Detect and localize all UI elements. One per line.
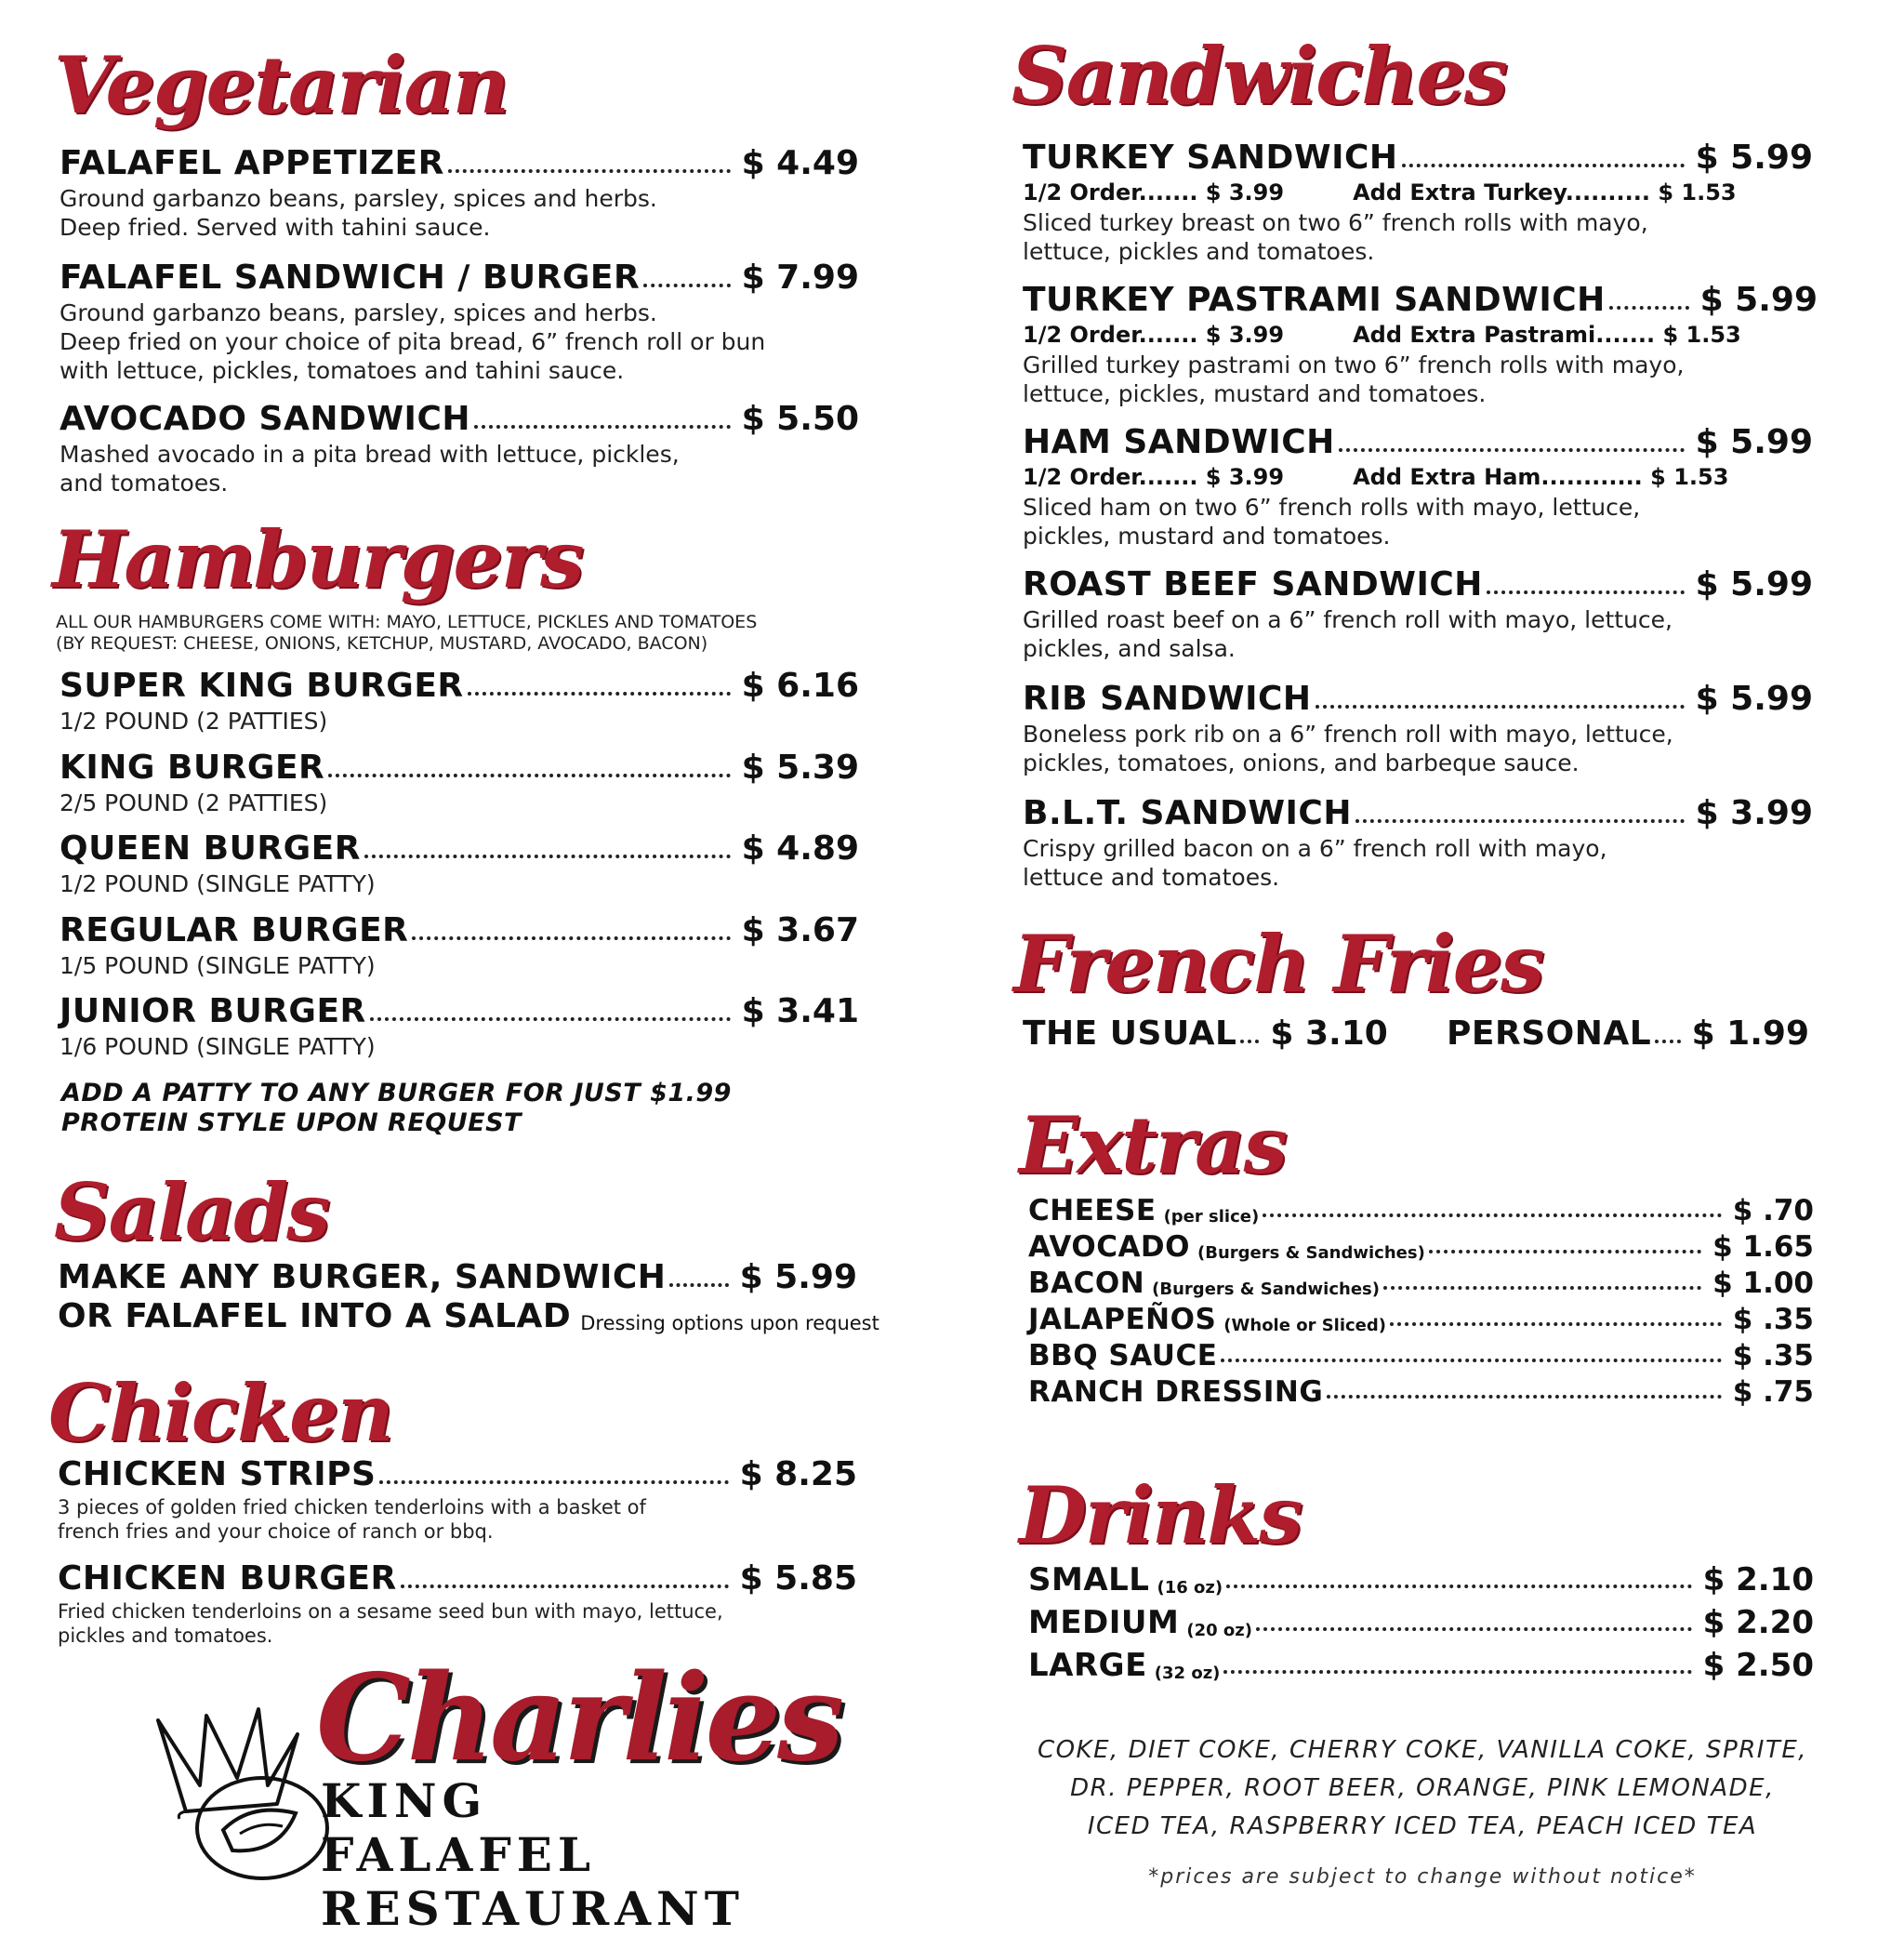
dot-leader: [1316, 705, 1685, 709]
item-name: MAKE ANY BURGER, SANDWICH: [58, 1258, 667, 1296]
item-price: $ 5.85: [739, 1559, 857, 1598]
dot-leader: [669, 1283, 728, 1287]
menu-item: [58, 1456, 857, 1544]
item-description: Crispy grilled bacon on a 6” french roll with mayo, lettuce and tomatoes.: [1023, 834, 1607, 891]
item-name: FALAFEL APPETIZER: [60, 144, 444, 182]
menu-item: [1023, 795, 1813, 892]
item-description: 1/2 POUND (2 PATTIES): [60, 707, 328, 735]
extra-item: JALAPEÑOS (Whole or Sliced) $ .35: [1028, 1302, 1814, 1336]
drink-item: LARGE (32 oz) $ 2.50: [1028, 1646, 1814, 1684]
extra-item: CHEESE (per slice) $ .70: [1028, 1193, 1814, 1227]
logo-subtitle: KING FALAFEL RESTAURANT: [321, 1773, 745, 1936]
menu-item: [1023, 566, 1813, 663]
dot-leader: [328, 774, 730, 777]
item-name: FALAFEL SANDWICH / BURGER: [60, 259, 641, 297]
item-description: Ground garbanzo beans, parsley, spices and herbs. Deep fried on your choice of pita bread, 6” french roll or bun with lettuce, pickles, tomatoes and tahini sauce.: [60, 298, 766, 384]
dot-leader: [1487, 590, 1685, 594]
sandwiches-heading: Sandwiches: [1012, 30, 1507, 122]
menu-item: [60, 993, 859, 1061]
item-name: JUNIOR BURGER: [60, 992, 366, 1030]
dot-leader: [370, 1017, 731, 1021]
extras-heading: Extras: [1019, 1099, 1286, 1191]
item-price: $ 6.16: [741, 667, 859, 705]
extra-item: RANCH DRESSING $ .75: [1028, 1374, 1814, 1409]
salad-note: Dressing options upon request: [580, 1312, 879, 1335]
fries-usual: THE USUAL $ 3.10: [1023, 1014, 1388, 1053]
item-price: $ 5.99: [1695, 680, 1813, 718]
item-description: Sliced turkey breast on two 6” french rolls with mayo, lettuce, pickles and tomatoes.: [1023, 208, 1648, 265]
hamburgers-note: ALL OUR HAMBURGERS COME WITH: MAYO, LETTUCE, PICKLES AND TOMATOES (BY REQUEST: CHEESE, ONIONS, KETCHUP, MUSTARD, AVOCADO, BACON): [56, 612, 758, 654]
item-price: $ 5.50: [741, 400, 859, 438]
item-name: SUPER KING BURGER: [60, 667, 464, 705]
logo-name: Charlies: [316, 1649, 841, 1788]
item-description: 1/5 POUND (SINGLE PATTY): [60, 951, 376, 979]
item-name: HAM SANDWICH: [1023, 423, 1335, 461]
item-price: $ 3.41: [741, 992, 859, 1030]
french-fries-heading: French Fries: [1013, 918, 1543, 1010]
fries-items: [1023, 1015, 1809, 1053]
item-description: Sliced ham on two 6” french rolls with mayo, lettuce, pickles, mustard and tomatoes.: [1023, 493, 1641, 550]
item-name: TURKEY PASTRAMI SANDWICH: [1023, 281, 1606, 319]
menu-item: [1023, 139, 1813, 266]
item-name: TURKEY SANDWICH: [1023, 139, 1398, 177]
menu-item: [60, 401, 859, 497]
item-price: $ 4.89: [741, 829, 859, 868]
dot-leader: [1402, 164, 1685, 167]
menu-item: [60, 145, 859, 242]
hamburgers-heading: Hamburgers: [52, 513, 583, 605]
item-name: AVOCADO SANDWICH: [60, 400, 471, 438]
item-description: Grilled turkey pastrami on two 6” french rolls with mayo, lettuce, pickles, mustard and tomatoes.: [1023, 351, 1685, 407]
dot-leader: [1655, 1040, 1680, 1043]
dot-leader: [1355, 819, 1685, 823]
item-description: Fried chicken tenderloins on a sesame seed bun with mayo, lettuce, pickles and tomatoes.: [58, 1599, 723, 1647]
drink-item: MEDIUM (20 oz) $ 2.20: [1028, 1603, 1814, 1641]
item-name: REGULAR BURGER: [60, 911, 409, 949]
item-description: 1/2 POUND (SINGLE PATTY): [60, 869, 376, 897]
item-price: $ 5.99: [1695, 565, 1813, 603]
face-icon: [186, 1765, 335, 1886]
salads-heading: Salads: [54, 1166, 329, 1258]
item-description: Grilled roast beef on a 6” french roll with mayo, lettuce, pickles, and salsa.: [1023, 605, 1673, 662]
extra-item: BACON (Burgers & Sandwiches) $ 1.00: [1028, 1266, 1814, 1300]
menu-item: [1023, 681, 1813, 777]
item-price: $ 5.99: [739, 1258, 857, 1296]
dot-leader: [1240, 1040, 1259, 1043]
drink-item: SMALL (16 oz) $ 2.10: [1028, 1560, 1814, 1598]
vegetarian-heading: Vegetarian: [54, 39, 508, 131]
item-price: $ 4.49: [741, 144, 859, 182]
dot-leader: [364, 855, 731, 858]
menu-item: [58, 1560, 857, 1648]
dot-leader: [379, 1480, 728, 1484]
drinks-list: [1028, 1555, 1814, 1683]
dot-leader: [474, 425, 731, 429]
item-price: $ 7.99: [741, 259, 859, 297]
item-price: $ 3.67: [741, 911, 859, 949]
extra-item: BBQ SAUCE $ .35: [1028, 1338, 1814, 1372]
dot-leader: [643, 284, 730, 287]
dot-leader: [1339, 448, 1685, 452]
half-order-line: 1/2 Order....... $ 3.99 Add Extra Pastrami....... $ 1.53: [1023, 321, 1741, 348]
dot-leader: [468, 692, 731, 696]
burger-promo: ADD A PATTY TO ANY BURGER FOR JUST $1.99 PROTEIN STYLE UPON REQUEST: [61, 1079, 732, 1137]
dot-leader: [412, 936, 730, 940]
half-order-line: 1/2 Order....... $ 3.99 Add Extra Turkey.......... $ 1.53: [1023, 179, 1737, 206]
item-name: QUEEN BURGER: [60, 829, 361, 868]
menu-item: [1023, 282, 1818, 408]
extra-item: AVOCADO (Burgers & Sandwiches) $ 1.65: [1028, 1229, 1814, 1264]
chicken-heading: Chicken: [48, 1367, 392, 1459]
menu-item: [60, 830, 859, 898]
menu-item: [60, 668, 859, 736]
salad-item: [58, 1258, 879, 1335]
item-description: Ground garbanzo beans, parsley, spices and herbs. Deep fried. Served with tahini sauce.: [60, 184, 657, 241]
item-price: $ 5.99: [1695, 139, 1813, 177]
item-name: CHICKEN STRIPS: [58, 1455, 377, 1493]
soda-flavors: COKE, DIET COKE, CHERRY COKE, VANILLA COKE, SPRITE, DR. PEPPER, ROOT BEER, ORANGE, PINK LEMONADE, ICED TEA, RASPBERRY ICED TEA, PEACH ICED TEA: [1037, 1736, 1808, 1840]
menu-item: [60, 912, 859, 980]
item-description: 1/6 POUND (SINGLE PATTY): [60, 1032, 376, 1060]
item-name: ROAST BEEF SANDWICH: [1023, 565, 1483, 603]
menu-item: [1023, 424, 1813, 550]
item-description: 3 pieces of golden fried chicken tenderloins with a basket of french fries and your choice of ranch or bbq.: [58, 1495, 646, 1543]
item-name-line2: OR FALAFEL INTO A SALAD: [58, 1296, 572, 1335]
extras-list: [1028, 1190, 1814, 1408]
item-price: $ 5.39: [741, 749, 859, 787]
menu-item: [60, 259, 859, 385]
item-name: B.L.T. SANDWICH: [1023, 794, 1352, 832]
half-order-line: 1/2 Order....... $ 3.99 Add Extra Ham............ $ 1.53: [1023, 463, 1729, 490]
item-name: KING BURGER: [60, 749, 325, 787]
fries-personal: PERSONAL $ 1.99: [1447, 1014, 1809, 1053]
price-disclaimer: *prices are subject to change without notice*: [1148, 1865, 1697, 1889]
item-price: $ 5.99: [1695, 423, 1813, 461]
item-description: Boneless pork rib on a 6” french roll with mayo, lettuce, pickles, tomatoes, onions, and barbeque sauce.: [1023, 720, 1673, 776]
menu-item: [60, 749, 859, 817]
item-description: Mashed avocado in a pita bread with lettuce, pickles, and tomatoes.: [60, 440, 680, 497]
item-name: RIB SANDWICH: [1023, 680, 1312, 718]
drinks-heading: Drinks: [1019, 1469, 1302, 1561]
item-price: $ 5.99: [1699, 281, 1818, 319]
item-price: $ 8.25: [739, 1455, 857, 1493]
dot-leader: [401, 1585, 729, 1588]
restaurant-logo: [149, 1649, 841, 1936]
item-description: 2/5 POUND (2 PATTIES): [60, 789, 328, 816]
item-price: $ 3.99: [1695, 794, 1813, 832]
dot-leader: [448, 169, 731, 173]
item-name: CHICKEN BURGER: [58, 1559, 397, 1598]
dot-leader: [1609, 306, 1689, 310]
